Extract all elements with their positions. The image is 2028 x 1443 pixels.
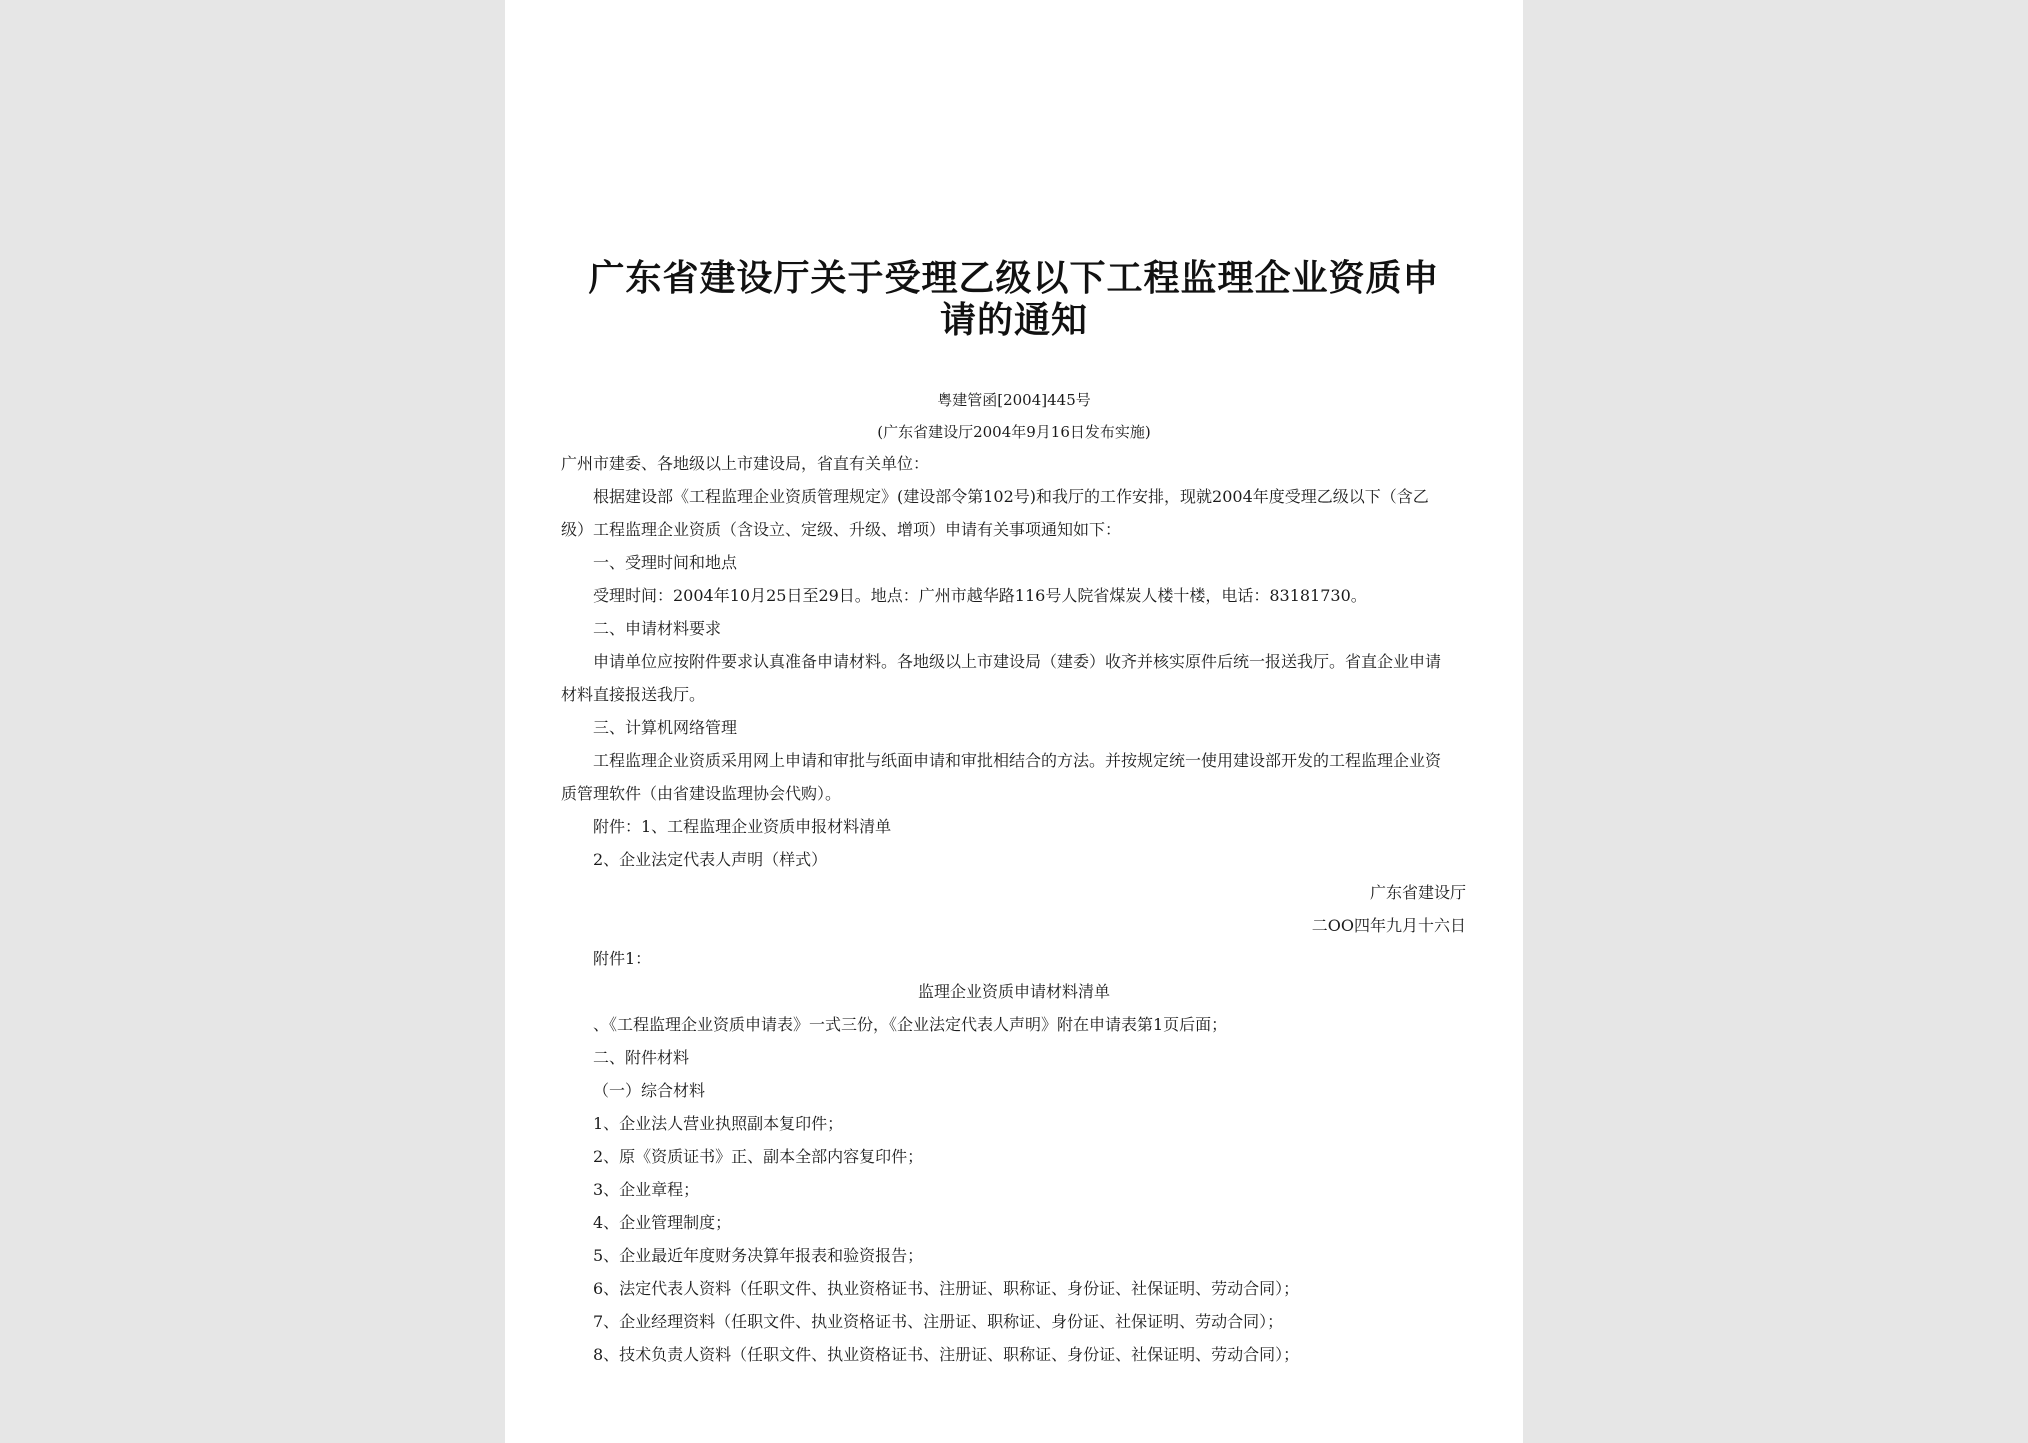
annex-label: 附件1： bbox=[593, 949, 652, 968]
annex-item-1: 、《工程监理企业资质申请表》一式三份，《企业法定代表人声明》附在申请表第1页后面； bbox=[593, 1015, 1228, 1034]
list-item: 4、企业管理制度； bbox=[593, 1213, 732, 1232]
intro-line-1: 根据建设部《工程监理企业资质管理规定》(建设部令第102号)和我厅的工作安排，现就2004年度受理乙级以下（含乙 bbox=[593, 487, 1429, 506]
section-1-heading: 一、受理时间和地点 bbox=[593, 553, 738, 572]
attachment-line-1: 附件：1、工程监理企业资质申报材料清单 bbox=[593, 817, 892, 836]
title-line-2: 请的通知 bbox=[939, 300, 1088, 341]
list-item: 3、企业章程； bbox=[593, 1180, 700, 1199]
annex-title: 监理企业资质申请材料清单 bbox=[917, 982, 1110, 1001]
recipients-line: 广州市建委、各地级以上市建设局，省直有关单位： bbox=[561, 454, 930, 473]
signature-date: 二OO四年九月十六日 bbox=[1311, 916, 1466, 935]
section-3-body-line-1: 工程监理企业资质采用网上申请和审批与纸面申请和审批相结合的方法。并按规定统一使用建设部开发的工程监理企业资 bbox=[593, 751, 1442, 770]
annex-item-2: 二、附件材料 bbox=[593, 1048, 690, 1067]
section-2-body-line-2: 材料直接报送我厅。 bbox=[561, 685, 706, 704]
section-2-body-line-1: 申请单位应按附件要求认真准备申请材料。各地级以上市建设局（建委）收齐并核实原件后统一报送我厅。省直企业申请 bbox=[593, 652, 1442, 671]
section-3-body-line-2: 质管理软件（由省建设监理协会代购）。 bbox=[561, 784, 842, 803]
annex-subheading: （一）综合材料 bbox=[593, 1081, 706, 1100]
list-item: 6、法定代表人资料（任职文件、执业资格证书、注册证、职称证、身份证、社保证明、劳动合同）； bbox=[593, 1279, 1300, 1298]
list-item: 1、企业法人营业执照副本复印件； bbox=[593, 1114, 844, 1133]
list-item: 2、原《资质证书》正、副本全部内容复印件； bbox=[593, 1147, 924, 1166]
section-3-heading: 三、计算机网络管理 bbox=[593, 718, 738, 737]
intro-line-2: 级）工程监理企业资质（含设立、定级、升级、增项）申请有关事项通知如下： bbox=[561, 520, 1122, 539]
section-2-heading: 二、申请材料要求 bbox=[593, 619, 722, 638]
signature-org: 广东省建设厅 bbox=[1369, 883, 1466, 902]
list-item: 5、企业最近年度财务决算年报表和验资报告； bbox=[593, 1246, 924, 1265]
document-page bbox=[505, 0, 1523, 1443]
document-number: 粤建管函[2004]445号 bbox=[937, 391, 1091, 409]
issuer-note: (广东省建设厅2004年9月16日发布实施) bbox=[877, 423, 1151, 441]
title-line-1: 广东省建设厅关于受理乙级以下工程监理企业资质申 bbox=[588, 258, 1440, 299]
document-title bbox=[505, 258, 1523, 342]
list-item: 8、技术负责人资料（任职文件、执业资格证书、注册证、职称证、身份证、社保证明、劳动合同）； bbox=[593, 1345, 1300, 1364]
list-item: 7、企业经理资料（任职文件、执业资格证书、注册证、职称证、身份证、社保证明、劳动合同）； bbox=[593, 1312, 1284, 1331]
section-1-body: 受理时间：2004年10月25日至29日。地点：广州市越华路116号人院省煤炭人楼十楼，电话：83181730。 bbox=[593, 586, 1367, 605]
attachment-line-2: 2、企业法定代表人声明（样式） bbox=[593, 850, 828, 869]
